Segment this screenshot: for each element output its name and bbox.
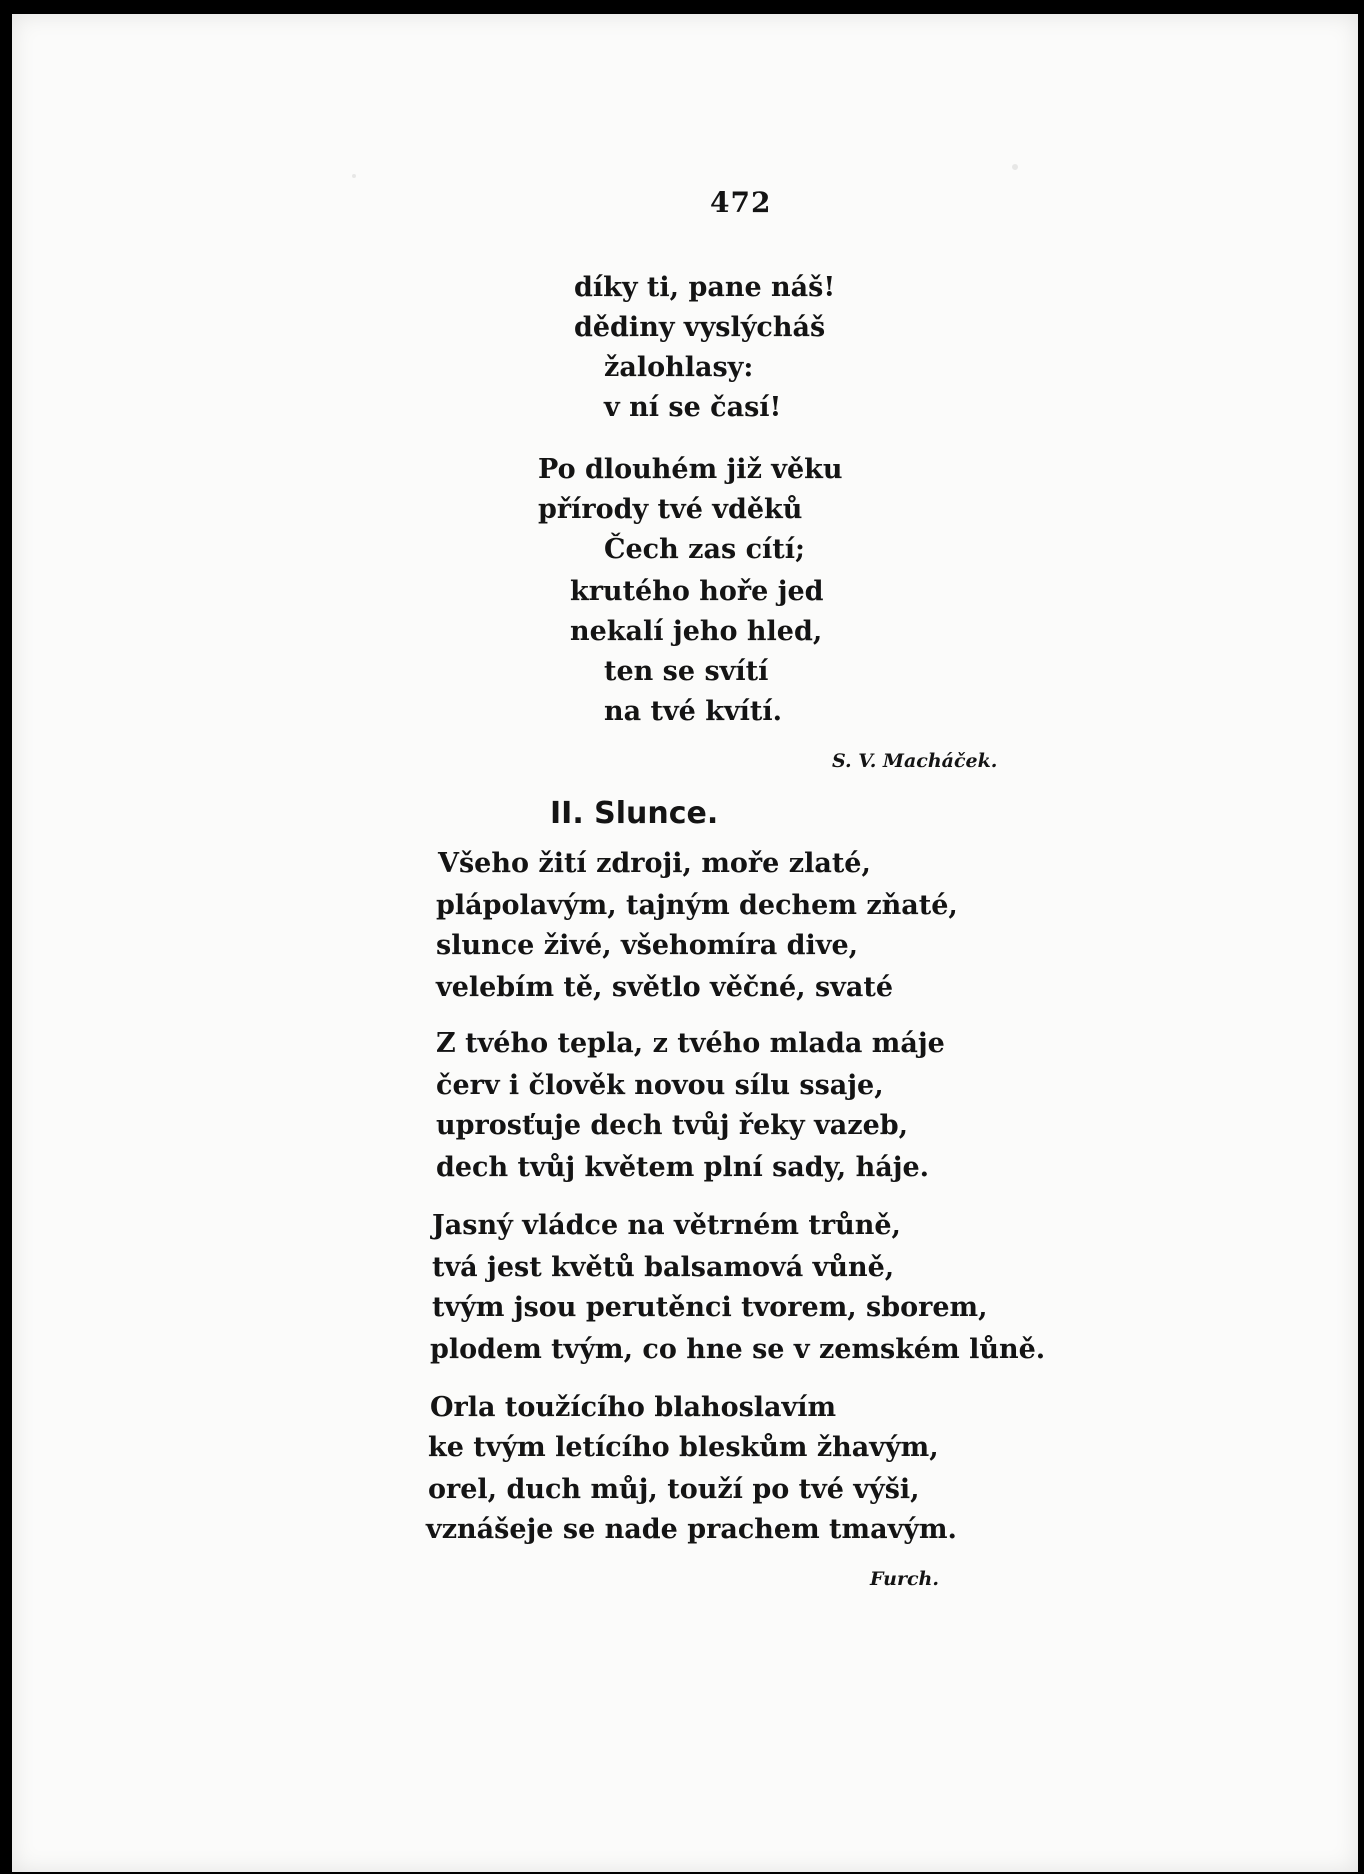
poem-line: Čech zas cítí; [604,534,805,565]
poem-line: na tvé kvítí. [604,696,783,727]
book-page [12,14,1358,1872]
poem-line: uprosťuje dech tvůj řeky vazeb, [436,1110,909,1141]
poem-line: ten se svítí [604,656,769,687]
poem-line: velebím tě, světlo věčné, svaté [436,972,894,1003]
poem-line: Jasný vládce na větrném trůně, [432,1210,901,1241]
poem-line: díky ti, pane náš! [574,272,836,303]
poem-line: ke tvým letícího bleskům žhavým, [428,1432,939,1463]
poem-line: Všeho žití zdroji, moře zlaté, [438,848,871,879]
poem-line: v ní se časí! [604,392,782,423]
section-heading: II. Slunce. [550,796,719,831]
poem-line: slunce živé, všehomíra dive, [436,930,859,961]
poem-line: vznášeje se nade prachem tmavým. [426,1514,957,1545]
poem-line: dech tvůj květem plní sady, háje. [436,1152,930,1183]
poem-line: nekalí jeho hled, [570,616,823,647]
poem-line: přírody tvé vděků [538,494,803,525]
page-smudge [1012,164,1018,170]
poem-line: tvá jest květů balsamová vůně, [432,1252,895,1283]
poem-line: krutého hoře jed [570,576,824,607]
poem-author: Furch. [870,1568,939,1590]
poem-author: S. V. Macháček. [832,750,998,772]
poem-line: Orla toužícího blahoslavím [430,1392,837,1423]
poem-line: orel, duch můj, touží po tvé výši, [428,1474,920,1505]
poem-line: červ i člověk novou sílu ssaje, [436,1070,884,1101]
page-number: 472 [710,186,772,219]
page-smudge [352,174,356,178]
poem-line: tvým jsou perutěnci tvorem, sborem, [432,1292,988,1323]
poem-line: Po dlouhém již věku [538,454,843,485]
poem-line: dědiny vyslýcháš [574,312,826,343]
poem-line: plodem tvým, co hne se v zemském lůně. [430,1334,1046,1365]
poem-line: žalohlasy: [604,352,754,383]
poem-line: Z tvého tepla, z tvého mlada máje [436,1028,945,1059]
poem-line: plápolavým, tajným dechem zňaté, [436,890,958,921]
